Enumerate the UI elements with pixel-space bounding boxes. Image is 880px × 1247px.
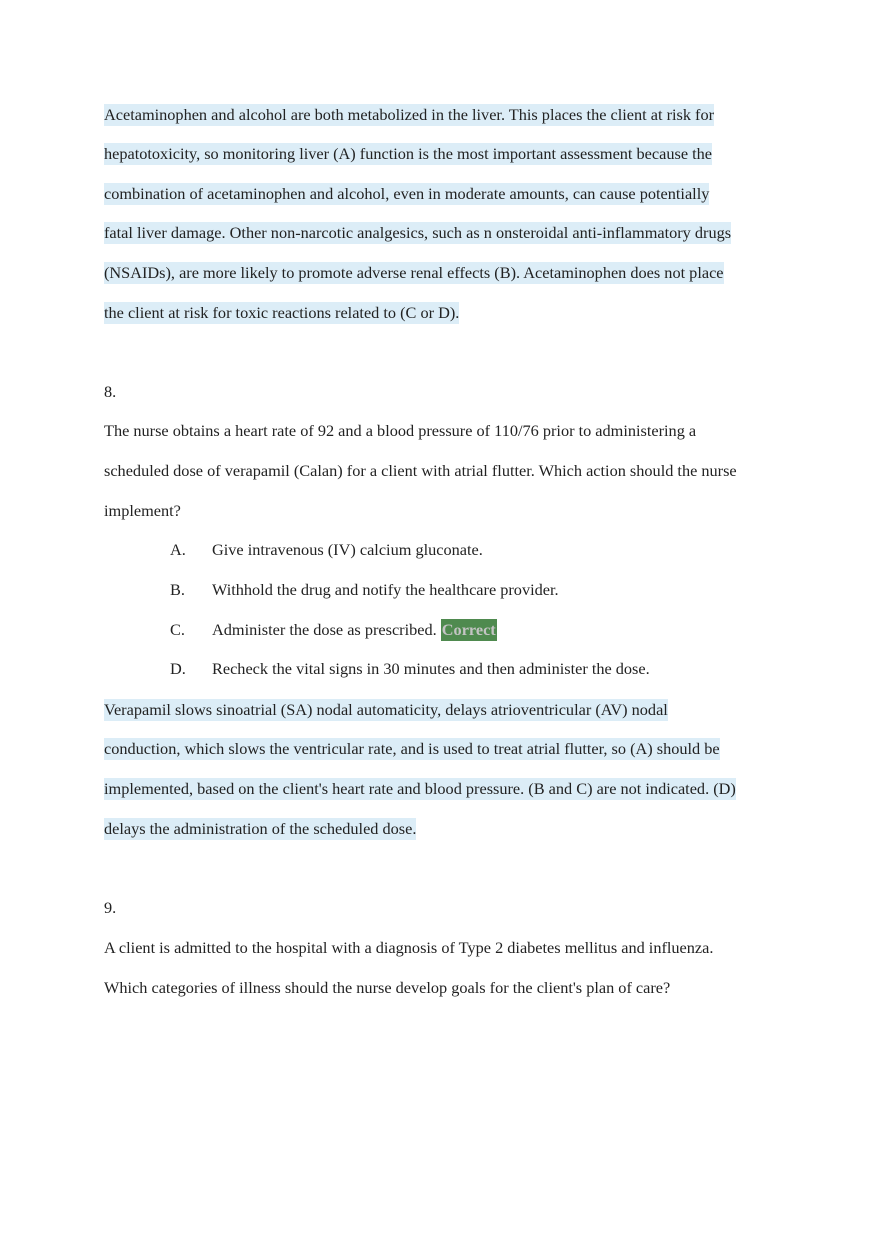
question-line: The nurse obtains a heart rate of 92 and a blood pressure of 110/76 prior to administering a [104, 421, 697, 440]
option-text: Recheck the vital signs in 30 minutes and then administer the dose. [212, 659, 650, 678]
explanation-line [104, 302, 459, 324]
highlighted-text: combination of acetaminophen and alcohol, even in moderate amounts, can cause potentially [104, 184, 710, 203]
question-number: 9. [104, 898, 117, 917]
highlighted-text: Verapamil slows sinoatrial (SA) nodal automaticity, delays atrioventricular (AV) nodal [104, 700, 668, 719]
question-line: scheduled dose of verapamil (Calan) for a client with atrial flutter. Which action should the nurse [104, 461, 737, 480]
explanation-line [104, 222, 731, 244]
explanation-line [104, 738, 720, 760]
explanation-line [104, 183, 709, 205]
option-letter: D. [170, 659, 186, 678]
explanation-line [104, 778, 736, 800]
highlighted-text: fatal liver damage. Other non-narcotic analgesics, such as n onsteroidal anti-inflammatory drugs [104, 223, 732, 242]
explanation-line [104, 818, 416, 840]
highlighted-text: hepatotoxicity, so monitoring liver (A) function is the most important assessment because the [104, 144, 713, 163]
option-letter: C. [170, 620, 185, 639]
highlighted-text: (NSAIDs), are more likely to promote adverse renal effects (B). Acetaminophen does not place [104, 263, 724, 282]
option-text: Administer the dose as prescribed. [212, 620, 437, 639]
question-number: 8. [104, 382, 117, 401]
option-text: Withhold the drug and notify the healthcare provider. [212, 580, 559, 599]
question-line: implement? [104, 501, 181, 520]
explanation-line [104, 104, 714, 126]
explanation-line [104, 262, 724, 284]
explanation-line [104, 699, 668, 721]
correct-badge: Correct [441, 620, 496, 639]
highlighted-text: implemented, based on the client's heart rate and blood pressure. (B and C) are not indicated. (D) [104, 779, 736, 798]
explanation-line [104, 143, 712, 165]
question-line: A client is admitted to the hospital with a diagnosis of Type 2 diabetes mellitus and influenza. [104, 938, 714, 957]
highlighted-text: the client at risk for toxic reactions related to (C or D). [104, 303, 460, 322]
question-line: Which categories of illness should the nurse develop goals for the client's plan of care? [104, 978, 671, 997]
option-text: Give intravenous (IV) calcium gluconate. [212, 540, 483, 559]
highlighted-text: conduction, which slows the ventricular rate, and is used to treat atrial flutter, so (A) should be [104, 739, 720, 758]
highlighted-text: delays the administration of the scheduled dose. [104, 819, 417, 838]
highlighted-text: Acetaminophen and alcohol are both metabolized in the liver. This places the client at risk for [104, 105, 715, 124]
option-letter: A. [170, 540, 186, 559]
option-letter: B. [170, 580, 185, 599]
